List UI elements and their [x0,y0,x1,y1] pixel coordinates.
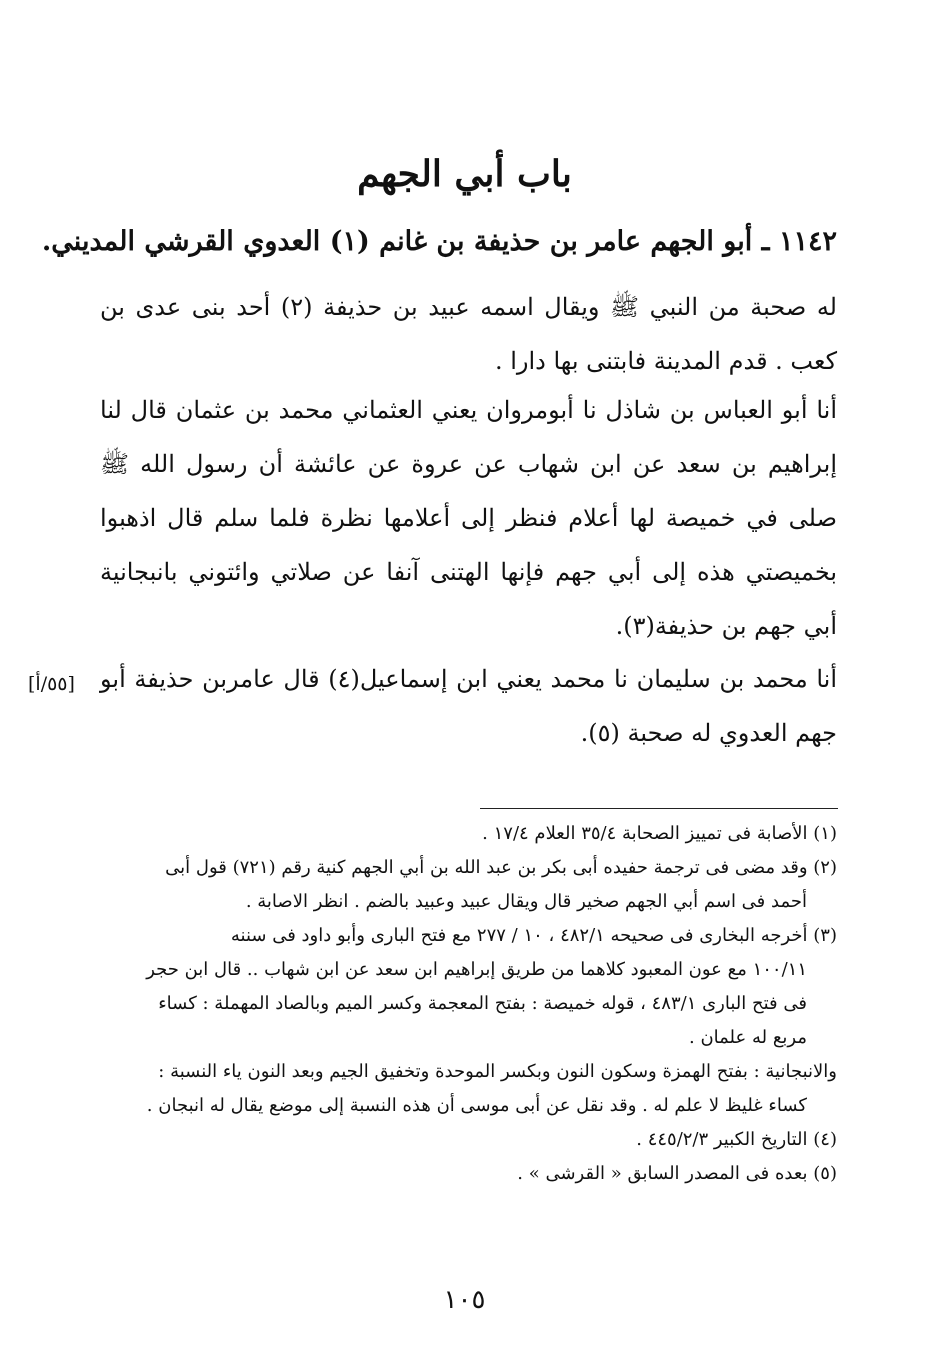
footnote-3 [100,919,837,1055]
footnote-3-continued [100,1055,837,1123]
footnote-line: (٣) أخرجه البخارى فى صحيحه ٤٨٢/١ ، ١٠ / ٢٧٧ مع فتح البارى وأبو داود فى سننه [230,925,837,946]
footnote-line: ١٠٠/١١ مع عون المعبود كلاهما من طريق إبراهيم ابن سعد عن ابن شهاب .. قال ابن حجر [146,959,807,980]
footnote-line: والانبجانية : بفتح الهمزة وسكون النون وبكسر الموحدة وتخفيق الجيم وبعد النون ياء النسبة : [158,1061,837,1082]
entry-heading: ١١٤٢ ـ أبو الجهم عامر بن حذيفة بن غانم (١) العدوي القرشي المديني. [41,226,837,257]
footnote-line: فى فتح البارى ٤٨٣/١ ، قوله خميصة : بفتح المعجمة وكسر الميم وبالصاد المهملة : كساء [158,993,807,1014]
footnote-line: (٢) وقد مضى فى ترجمة حفيده أبى بكر بن عبد الله بن أبي الجهم كنية رقم (٧٢١) قول أبى [165,857,837,878]
paragraph-narration: أنا محمد بن سليمان نا محمد يعني ابن إسماعيل(٤) قال عامربن حذيفة أبو جهم العدوي له صحبة (٥). [100,665,837,747]
footnote-4 [100,1123,837,1157]
footnote-line: (٤) التاريخ الكبير ٤٤٥/٢/٣ . [636,1129,837,1150]
page-number: ١٠٥ [443,1285,486,1315]
folio-margin-note: [٥٥/أ] [28,673,75,695]
footnote-line: أحمد فى اسم أبي الجهم صخير قال ويقال عبيد وعبيد بالضم . انظر الاصابة . [245,891,807,912]
footnote-line: كساء غليظ لا علم له . وقد نقل عن أبى موسى أن هذه النسبة إلى موضع يقال له انبجان . [146,1095,807,1116]
chapter-title: باب أبي الجهم [357,153,572,195]
footnote-1 [100,817,837,851]
paragraph-biography: له صحبة من النبي ﷺ ويقال اسمه عبيد بن حذيفة (٢) أحد بنى عدى بن كعب . قدم المدينة فابتنى بها دارا . [100,293,837,375]
paragraph-hadith: أنا أبو العباس بن شاذل نا أبومروان يعني العثماني محمد بن عثمان قال لنا إبراهيم بن سعد عن ابن شهاب عن عروة عن عائشة أن رسول الله ﷺ صلى في خميصة لها أعلام فنظر إلى أعلامها نظرة فلما سلم قال اذهبوا بخميصتي هذه إلى أبي جهم فإنها الهتنى آنفا عن صلاتي وائتوني بانبجانية أبي جهم بن حذيفة(٣). [100,396,837,640]
footnote-line: (٥) بعده فى المصدر السابق « القرشى » . [517,1163,837,1184]
footnotes [100,817,837,1191]
footnote-separator [480,808,838,809]
footnote-line: (١) الأصابة فى تمييز الصحابة ٣٥/٤ العلام ١٧/٤ . [482,823,837,844]
footnote-line: مربع له علمان . [689,1027,807,1048]
footnote-5 [100,1157,837,1191]
footnote-2 [100,851,837,919]
